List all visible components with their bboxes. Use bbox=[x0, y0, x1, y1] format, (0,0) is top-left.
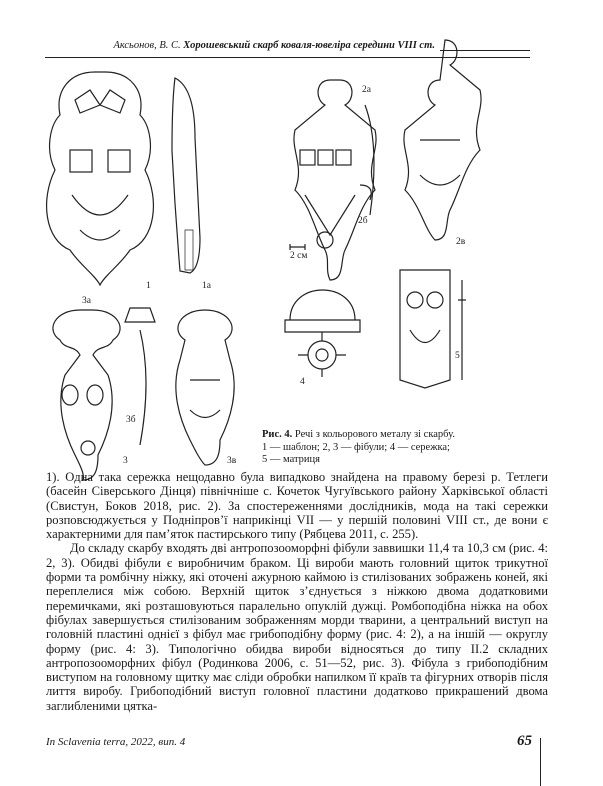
label-5: 5 bbox=[455, 351, 460, 361]
caption-title: Речі з кольорового металу зі скарбу. bbox=[294, 429, 455, 440]
label-scale: 2 см bbox=[290, 251, 308, 261]
label-3: 3 bbox=[123, 456, 128, 466]
artifact-5-matrix bbox=[400, 270, 466, 388]
artifact-2-fibula bbox=[294, 80, 376, 280]
label-1: 1 bbox=[146, 281, 151, 291]
artifact-2b-side bbox=[360, 105, 374, 215]
footer-journal: In Sclavenia terra, 2022, вип. 4 bbox=[46, 736, 186, 748]
artifact-1-template bbox=[47, 72, 154, 285]
label-3b: 3б bbox=[126, 415, 136, 425]
label-2a: 2а bbox=[362, 85, 371, 95]
header-authors: Аксьонов, В. С. bbox=[113, 40, 181, 51]
scale-bar bbox=[290, 244, 305, 250]
artifact-3v-back bbox=[176, 310, 234, 465]
header-rule bbox=[45, 57, 530, 58]
caption-line-2: 1 — шаблон; 2, 3 — фібули; 4 — сережка; bbox=[262, 441, 450, 453]
header-title: Хорошевський скарб коваля-ювеліра середини VIII ст. bbox=[183, 40, 435, 51]
caption-label: Рис. 4. bbox=[262, 429, 293, 440]
running-head bbox=[45, 40, 435, 51]
page-number: 65 bbox=[517, 733, 532, 749]
paragraph: До складу скарбу входять дві антропозооморфні фібули заввишки 11,4 та 10,3 см (рис. 4: 2, 3). Обидві фібули є виробничим браком. Ці вироби мають головний щиток трикутної форми та ромбічну ніжку, які оточені ажурною каймою із стилізованих зображень коней, які переплелися між собою. Верхній щиток з’єднується з ніжкою двома додатковими перемичками, які розташовуються паралельно опуклій дужці. Ромбоподібна ніжка на обох фібулах завершується стилізованим зображенням морди тварини, а центральний виступ на головній пластині однієї з фібул має грибоподібну форму (рис. 4: 2), а на іншій — округлу форму (рис. 4: 3). Типологічно обидва вироби відносяться до типу II.2 складних антропозооморфних фібул (Родинкова 2006, с. 51—52, рис. 3). Фібула з грибоподібним виступом на головному щитку має сліди обробки напилком її країв та фігурних отворів після лиття виробу. Грибоподібний виступ головної пластини додатково прикрашений двома заглибленими цятка- bbox=[46, 541, 548, 713]
artifact-3-fibula bbox=[53, 310, 120, 480]
artifact-1a-side bbox=[172, 78, 200, 273]
label-1a: 1а bbox=[202, 281, 211, 291]
label-2b: 2б bbox=[358, 216, 368, 226]
caption-line-3: 5 — матриця bbox=[262, 454, 320, 465]
page-number-bar bbox=[540, 738, 541, 786]
label-3a: 3а bbox=[82, 296, 91, 306]
header-short-rule bbox=[440, 50, 530, 51]
artifact-2v-back bbox=[404, 40, 481, 240]
label-2v: 2в bbox=[456, 237, 466, 247]
body-text bbox=[46, 470, 548, 713]
paragraph: 1). Одна така сережка нещодавно була випадково знайдена на правому березі р. Тетлеги (басейн Сіверського Дінця) північніше с. Кочеток Чугуївського району Харківської області (Свистун, Боков 2018, рис. 2). За спостереженнями дослідників, мода на такі сережки розповсюджується у Подніпров’ї наприкінці VII — у першій половині VIII ст., де вони є характерними для пам’яток пастирського типу (Рябцева 2011, с. 255). bbox=[46, 470, 548, 542]
label-4: 4 bbox=[300, 377, 305, 387]
figure-caption bbox=[262, 429, 502, 467]
label-3v: 3в bbox=[227, 456, 237, 466]
artifact-4-earring bbox=[285, 290, 360, 377]
